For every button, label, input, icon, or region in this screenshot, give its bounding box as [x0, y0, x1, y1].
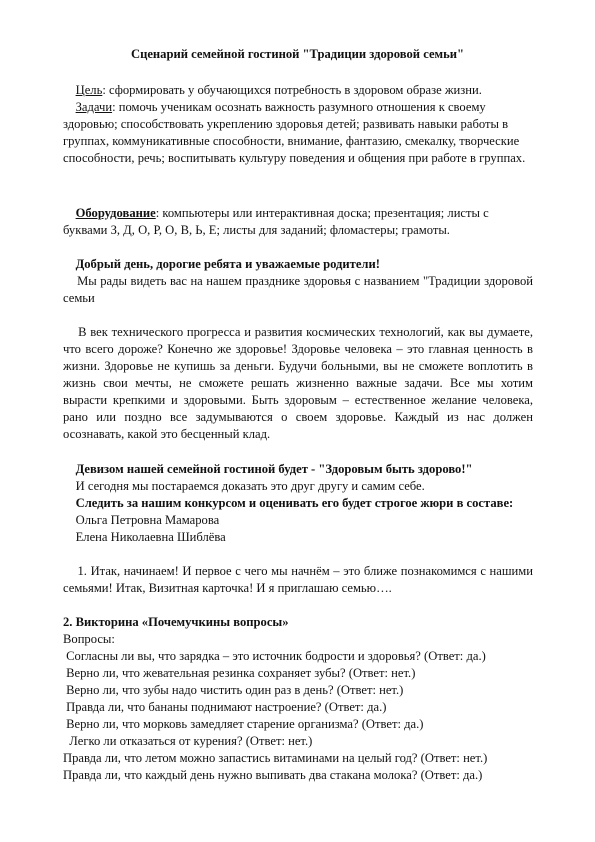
quiz-question: Легко ли отказаться от курения? (Ответ: нет.) — [63, 734, 313, 748]
greeting-section — [63, 256, 533, 307]
page-title: Сценарий семейной гостиной "Традиции здоровой семьи" — [130, 47, 465, 61]
quiz-heading-text: 2. Викторина «Почемучкины вопросы» — [63, 615, 289, 629]
motto-line — [63, 478, 533, 495]
goal-label: Цель — [75, 83, 103, 97]
quiz-question: Верно ли, что морковь замедляет старение организма? (Ответ: да.) — [63, 717, 424, 731]
intro-section — [63, 324, 533, 443]
motto-heading-text: Девизом нашей семейной гостиной будет - "Здоровым быть здорово!" — [75, 462, 473, 476]
jury-member — [63, 529, 533, 546]
jury-heading — [63, 495, 533, 512]
jury-member-2: Елена Николаевна Шиблёва — [75, 530, 226, 544]
quiz-heading — [63, 614, 533, 631]
jury-member — [63, 512, 533, 529]
quiz-question: Согласны ли вы, что зарядка – это источник бодрости и здоровья? (Ответ: да.) — [63, 649, 486, 663]
equipment-text: : компьютеры или интерактивная доска; презентация; листы с буквами З, Д, О, Р, О, В, Ь, Е; листы для заданий; фломастеры; грамоты. — [63, 206, 489, 237]
quiz-question: Правда ли, что каждый день нужно выпивать два стакана молока? (Ответ: да.) — [63, 768, 483, 782]
intro-paragraph — [63, 324, 533, 443]
tasks-label: Задачи — [75, 100, 113, 114]
equipment-paragraph — [63, 205, 533, 239]
quiz-question: Правда ли, что бананы поднимают настроение? (Ответ: да.) — [63, 700, 387, 714]
motto-line-text: И сегодня мы постараемся доказать это друг другу и самим себе. — [75, 479, 425, 493]
goal-paragraph — [63, 82, 533, 99]
greeting-heading-text: Добрый день, дорогие ребята и уважаемые родители! — [75, 257, 380, 271]
tasks-paragraph — [63, 99, 533, 167]
jury-member-1: Ольга Петровна Мамарова — [75, 513, 220, 527]
motto-section — [63, 461, 533, 546]
greeting-text-content: Мы рады видеть вас на нашем празднике здоровья с названием "Традиции здоровой семьи — [63, 274, 534, 305]
goal-text: : сформировать у обучающихся потребность в здоровом образе жизни. — [102, 83, 482, 97]
tasks-text: : помочь ученикам осознать важность разумного отношения к своему здоровью; способствовать укреплению здоровья детей; развивать навыки работы в группах, коммуникативные способности, внимание, фантазию, смекалку, творческие способности, речь; воспитывать культуру поведения и общения при работе в группах. — [63, 100, 526, 165]
quiz-question: Верно ли, что жевательная резинка сохраняет зубы? (Ответ: нет.) — [63, 666, 416, 680]
motto-heading — [63, 461, 533, 478]
step1-paragraph — [63, 563, 533, 597]
equipment-section — [63, 205, 533, 239]
goal-tasks-section — [63, 82, 533, 167]
greeting-text — [63, 273, 533, 307]
quiz-questions-label: Вопросы: — [63, 632, 115, 646]
quiz-question: Правда ли, что летом можно запастись витаминами на целый год? (Ответ: нет.) — [63, 751, 488, 765]
greeting-heading — [63, 256, 533, 273]
equipment-label: Оборудование — [75, 206, 156, 220]
intro-text: В век технического прогресса и развития космических технологий, как вы думаете, что всего дороже? Конечно же здоровье! Здоровье человека – это главная ценность в жизни. Здоровье не купишь за деньги. Будучи больными, вы не сможете воплотить в жизнь свои мечты, не сможете решать жизненно важные задачи. Все мы хотим вырасти крепкими и здоровыми. Быть здоровым – естественное желание человека, рано или поздно все задумываются о своем здоровье. Каждый из нас должен осознавать, какой это бесценный клад. — [63, 325, 534, 441]
quiz-section — [63, 614, 533, 784]
quiz-question: Верно ли, что зубы надо чистить один раз в день? (Ответ: нет.) — [63, 683, 404, 697]
step1-text: 1. Итак, начинаем! И первое с чего мы начнём – это ближе познакомимся с нашими семьями! Итак, Визитная карточка! И я приглашаю семью…. — [63, 564, 534, 595]
jury-heading-text: Следить за нашим конкурсом и оценивать его будет строгое жюри в составе: — [75, 496, 514, 510]
step1-section — [63, 563, 533, 597]
